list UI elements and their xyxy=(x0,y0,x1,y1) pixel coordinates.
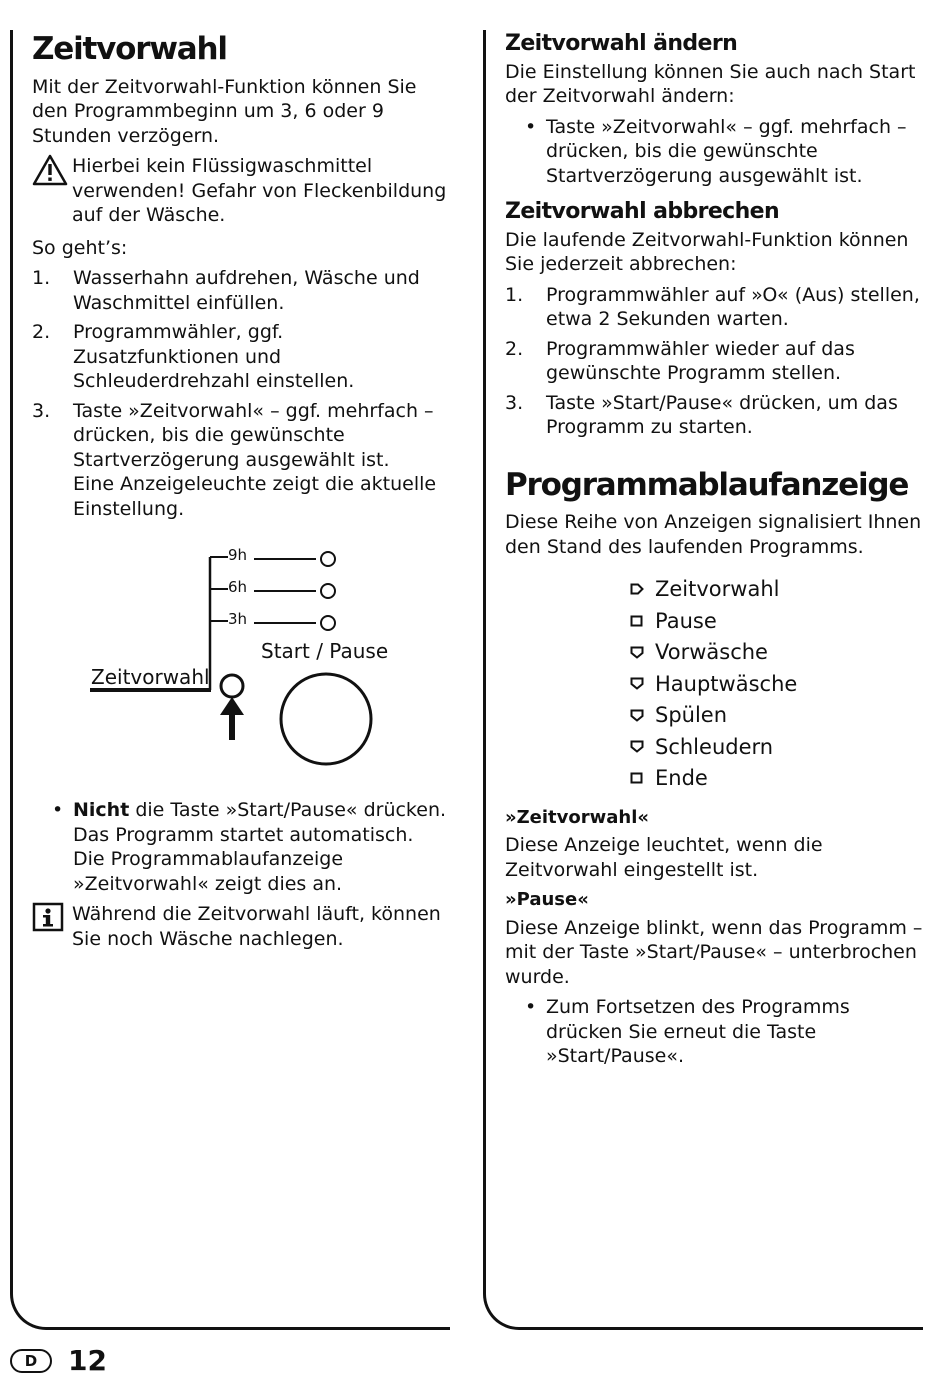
list-item xyxy=(32,798,450,896)
right-content xyxy=(505,30,923,1075)
zeitvorwahl-button-shape xyxy=(221,675,243,697)
label-6h: 6h xyxy=(228,578,248,597)
led-3h xyxy=(321,616,335,630)
zeitvorwahl-heading: »Zeitvorwahl« xyxy=(505,806,650,828)
progress-text: Diese Reihe von Anzeigen signalisiert Ihnen den Stand des laufenden Programms. xyxy=(505,511,922,558)
change-bullet-text: Taste »Zeitvorwahl« – ggf. mehrfach – drücken, bis die gewünschte Startverzögerung ausgewählt ist. xyxy=(546,115,907,187)
led-9h xyxy=(321,552,335,566)
note-bold: Nicht xyxy=(73,799,130,822)
square-icon xyxy=(630,615,655,627)
arrow-up-icon xyxy=(220,697,244,715)
start-pause-label: Start / Pause xyxy=(261,639,389,664)
list-item xyxy=(505,337,923,386)
indicator-label: Vorwäsche xyxy=(655,640,768,664)
warning-text: Hierbei kein Flüssigwaschmittel verwenden! Gefahr von Fleckenbildung auf der Wäsche. xyxy=(72,155,447,227)
bullet-icon: • xyxy=(525,115,537,138)
shield-icon xyxy=(630,646,655,659)
pause-list xyxy=(505,995,923,1069)
left-content xyxy=(32,30,450,959)
note-rest: die Taste »Start/Pause« drücken. Das Programm startet automatisch. Die Programmablaufanzeige »Zeitvorwahl« zeigt dies an. xyxy=(73,799,447,895)
arrow-right-icon xyxy=(630,583,655,595)
section-title-progress: Programmablaufanzeige xyxy=(505,466,909,503)
step-number: 1. xyxy=(505,283,524,306)
step-text: Programmwähler auf »O« (Aus) stellen, etwa 2 Sekunden warten. xyxy=(546,283,920,330)
label-3h: 3h xyxy=(228,610,248,629)
step-text-group xyxy=(73,399,450,522)
list-item xyxy=(32,320,450,394)
step-number: 2. xyxy=(32,321,51,344)
info-text: Während die Zeitvorwahl läuft, können Sie noch Wäsche nachlegen. xyxy=(72,903,441,950)
step-number: 3. xyxy=(505,391,524,414)
page-number: 12 xyxy=(68,1344,107,1377)
control-panel-diagram xyxy=(32,535,450,790)
step-extra-text: Eine Anzeigeleuchte zeigt die aktuelle Einstellung. xyxy=(73,473,437,520)
indicator-item xyxy=(630,573,923,605)
indicator-item xyxy=(630,731,923,763)
indicator-item xyxy=(630,636,923,668)
step-number: 3. xyxy=(32,399,51,422)
shield-icon xyxy=(630,740,655,753)
bullet-icon: • xyxy=(52,799,64,822)
note-list xyxy=(32,798,450,896)
subsection-title-change: Zeitvorwahl ändern xyxy=(505,31,738,56)
pause-heading: »Pause« xyxy=(505,889,589,911)
step-text: Wasserhahn aufdrehen, Wäsche und Waschmittel einfüllen. xyxy=(73,267,420,314)
indicator-label: Zeitvorwahl xyxy=(655,577,780,601)
step-number: 1. xyxy=(32,267,51,290)
info-hint xyxy=(32,902,450,951)
list-item xyxy=(505,391,923,440)
list-item xyxy=(505,995,923,1069)
step-number: 2. xyxy=(505,337,524,360)
intro-text: Mit der Zeitvorwahl-Funktion können Sie den Programmbeginn um 3, 6 oder 9 Stunden verzögern. xyxy=(32,75,417,147)
shield-icon xyxy=(630,677,655,690)
language-badge: D xyxy=(10,1349,52,1373)
step-text: Programmwähler wieder auf das gewünschte Programm stellen. xyxy=(546,337,855,384)
indicator-label: Hauptwäsche xyxy=(655,671,798,696)
step-text: Taste »Start/Pause« drücken, um das Programm zu starten. xyxy=(546,391,898,438)
bullet-icon: • xyxy=(525,996,537,1019)
indicator-item xyxy=(630,605,923,637)
cancel-steps-list xyxy=(505,283,923,440)
change-list xyxy=(505,115,923,189)
led-6h xyxy=(321,584,335,598)
step-text: Taste »Zeitvorwahl« – ggf. mehrfach – drücken, bis die gewünschte Startverzögerung ausgewählt ist. xyxy=(73,399,434,471)
note-text xyxy=(73,798,450,896)
start-pause-button-shape xyxy=(281,674,371,764)
how-to-label: So geht’s: xyxy=(32,236,128,259)
zeitvorwahl-label: Zeitvorwahl xyxy=(91,665,210,690)
indicator-label: Pause xyxy=(655,608,717,633)
step-text: Programmwähler, ggf. Zusatzfunktionen und Schleuderdrehzahl einstellen. xyxy=(73,321,355,393)
page-footer xyxy=(10,1344,107,1377)
list-item xyxy=(505,115,923,189)
indicator-label: Schleudern xyxy=(655,734,774,759)
warning-icon xyxy=(32,154,72,190)
list-item xyxy=(505,283,923,332)
square-icon xyxy=(630,772,655,784)
pause-bullet-text: Zum Fortsetzen des Programms drücken Sie erneut die Taste »Start/Pause«. xyxy=(546,996,850,1068)
indicator-item xyxy=(630,668,923,700)
section-title-zeitvorwahl: Zeitvorwahl xyxy=(32,31,227,67)
subsection-title-cancel: Zeitvorwahl abbrechen xyxy=(505,199,780,224)
list-item xyxy=(32,266,450,315)
cancel-text: Die laufende Zeitvorwahl-Funktion können Sie jederzeit abbrechen: xyxy=(505,228,909,275)
steps-list xyxy=(32,266,450,521)
left-column xyxy=(10,30,450,1330)
indicator-list xyxy=(630,573,923,794)
change-text: Die Einstellung können Sie auch nach Start der Zeitvorwahl ändern: xyxy=(505,60,916,107)
warning-hint xyxy=(32,154,450,228)
info-icon xyxy=(32,902,72,936)
indicator-label: Spülen xyxy=(655,703,728,727)
indicator-label: Ende xyxy=(655,766,708,790)
shield-icon xyxy=(630,709,655,722)
label-9h: 9h xyxy=(228,546,248,565)
list-item xyxy=(32,399,450,522)
zeitvorwahl-text: Diese Anzeige leuchtet, wenn die Zeitvorwahl eingestellt ist. xyxy=(505,834,823,881)
indicator-item xyxy=(630,762,923,794)
indicator-item xyxy=(630,699,923,731)
right-column xyxy=(483,30,923,1330)
pause-text: Diese Anzeige blinkt, wenn das Programm – mit der Taste »Start/Pause« – unterbrochen wurde. xyxy=(505,916,923,988)
